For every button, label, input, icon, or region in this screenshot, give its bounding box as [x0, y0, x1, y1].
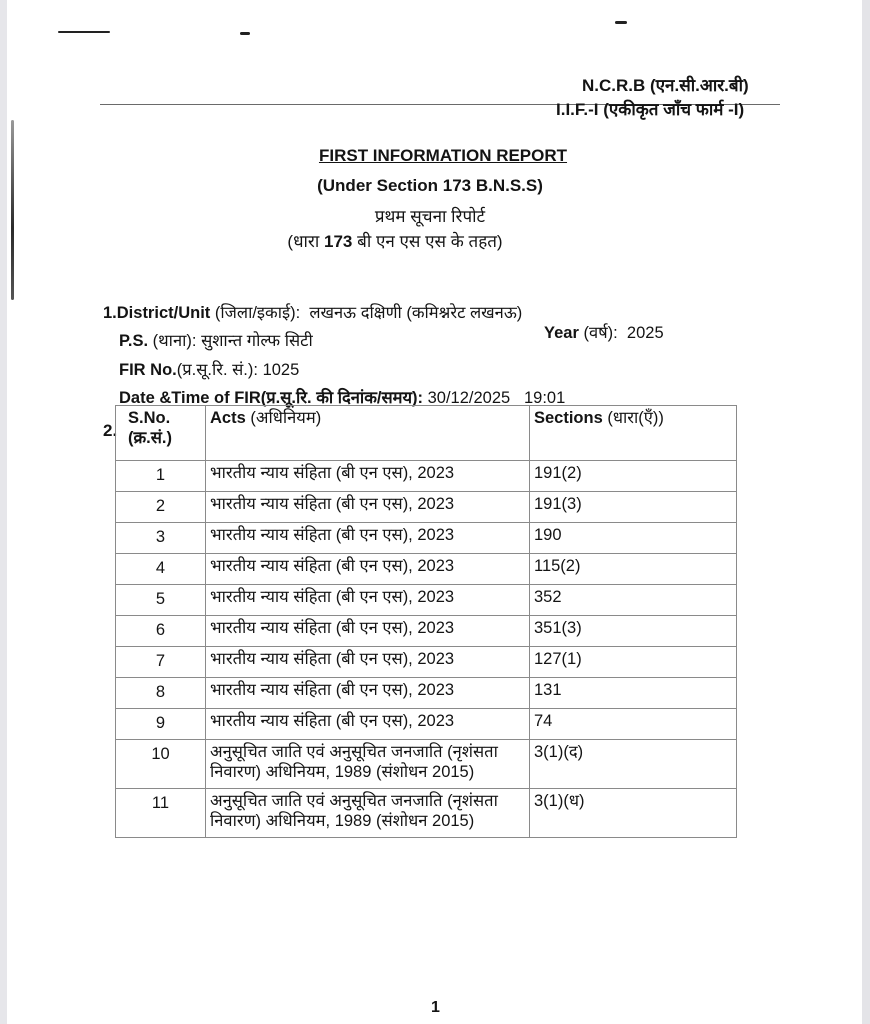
report-subtitle-hindi: (धारा 173 बी एन एस एस के तहत)	[287, 232, 503, 251]
section-cell: 191(2)	[530, 461, 737, 492]
scan-left-edge	[0, 0, 7, 1024]
section-number: 1.	[103, 304, 117, 322]
table-row	[116, 678, 737, 709]
act-cell: भारतीय न्याय संहिता (बी एन एस), 2023	[206, 585, 530, 616]
scan-smudge-mark	[240, 32, 250, 35]
report-title-hindi: प्रथम सूचना रिपोर्ट	[374, 207, 486, 226]
sno-cell: 10	[116, 740, 206, 789]
fir-number-field: FIR No.(प्र.सू.रि. सं.): 1025	[119, 361, 300, 379]
sno-cell: 3	[116, 523, 206, 554]
fir-datetime-field: Date &Time of FIR(प्र.सू.रि. की दिनांक/समय): 30/12/2025 19:01	[119, 389, 566, 407]
section-cell: 127(1)	[530, 647, 737, 678]
section-cell: 131	[530, 678, 737, 709]
sno-cell: 11	[116, 789, 206, 838]
fir-number-value: 1025	[262, 361, 300, 379]
fir-time-value: 19:01	[523, 389, 566, 407]
form-code-heading: I.I.F.-I (एकीकृत जाँच फार्म -I)	[556, 100, 745, 119]
section-cell: 3(1)(द)	[530, 740, 737, 789]
act-cell: भारतीय न्याय संहिता (बी एन एस), 2023	[206, 461, 530, 492]
section-cell: 74	[530, 709, 737, 740]
act-cell: भारतीय न्याय संहिता (बी एन एस), 2023	[206, 678, 530, 709]
table-row	[116, 585, 737, 616]
district-label: District/Unit	[116, 304, 211, 322]
table-row	[116, 492, 737, 523]
section-cell: 115(2)	[530, 554, 737, 585]
sno-cell: 4	[116, 554, 206, 585]
sno-cell: 6	[116, 616, 206, 647]
report-title: FIRST INFORMATION REPORT	[318, 146, 568, 165]
section-cell: 190	[530, 523, 737, 554]
act-cell: भारतीय न्याय संहिता (बी एन एस), 2023	[206, 523, 530, 554]
column-header-sno: S.No. (क्र.सं.)	[116, 406, 206, 461]
section-cell: 352	[530, 585, 737, 616]
act-cell: भारतीय न्याय संहिता (बी एन एस), 2023	[206, 492, 530, 523]
table-row	[116, 740, 737, 789]
table-row	[116, 709, 737, 740]
district-field: 1.District/Unit (जिला/इकाई): लखनऊ दक्षिणी (कमिश्नरेट लखनऊ)	[103, 304, 523, 322]
table-row	[116, 461, 737, 492]
act-cell: अनुसूचित जाति एवं अनुसूचित जनजाति (नृशंसता निवारण) अधिनियम, 1989 (संशोधन 2015)	[206, 740, 530, 789]
table-row	[116, 647, 737, 678]
report-subtitle: (Under Section 173 B.N.S.S)	[317, 176, 543, 195]
table-row	[116, 789, 737, 838]
table-row	[116, 616, 737, 647]
section-cell: 351(3)	[530, 616, 737, 647]
table-row	[116, 554, 737, 585]
police-station-value: सुशान्त गोल्फ सिटी	[201, 332, 313, 350]
act-cell: भारतीय न्याय संहिता (बी एन एस), 2023	[206, 647, 530, 678]
year-value: 2025	[626, 324, 664, 342]
sno-cell: 1	[116, 461, 206, 492]
sno-cell: 7	[116, 647, 206, 678]
sno-cell: 9	[116, 709, 206, 740]
acts-sections-table	[115, 405, 737, 838]
year-field: Year (वर्ष): 2025	[544, 324, 664, 342]
column-header-acts: Acts (अधिनियम)	[206, 406, 530, 461]
scan-smudge-mark	[58, 31, 110, 33]
column-header-sections: Sections (धारा(एँ))	[530, 406, 737, 461]
section-cell: 191(3)	[530, 492, 737, 523]
scan-smudge-mark	[615, 21, 627, 24]
table-header-row	[116, 406, 737, 461]
act-cell: भारतीय न्याय संहिता (बी एन एस), 2023	[206, 616, 530, 647]
section-cell: 3(1)(ध)	[530, 789, 737, 838]
table-row	[116, 523, 737, 554]
act-cell: भारतीय न्याय संहिता (बी एन एस), 2023	[206, 554, 530, 585]
act-cell: भारतीय न्याय संहिता (बी एन एस), 2023	[206, 709, 530, 740]
sno-cell: 5	[116, 585, 206, 616]
fir-date-value: 30/12/2025	[427, 389, 511, 407]
act-cell: अनुसूचित जाति एवं अनुसूचित जनजाति (नृशंसता निवारण) अधिनियम, 1989 (संशोधन 2015)	[206, 789, 530, 838]
sno-cell: 2	[116, 492, 206, 523]
sno-cell: 8	[116, 678, 206, 709]
page-number: 1	[431, 999, 440, 1016]
section-2-number: 2.	[103, 421, 118, 440]
ncrb-heading: N.C.R.B (एन.सी.आर.बी)	[582, 76, 749, 95]
police-station-field: P.S. (थाना): सुशान्त गोल्फ सिटी	[119, 332, 313, 350]
district-value: लखनऊ दक्षिणी (कमिश्नरेट लखनऊ)	[309, 304, 523, 322]
